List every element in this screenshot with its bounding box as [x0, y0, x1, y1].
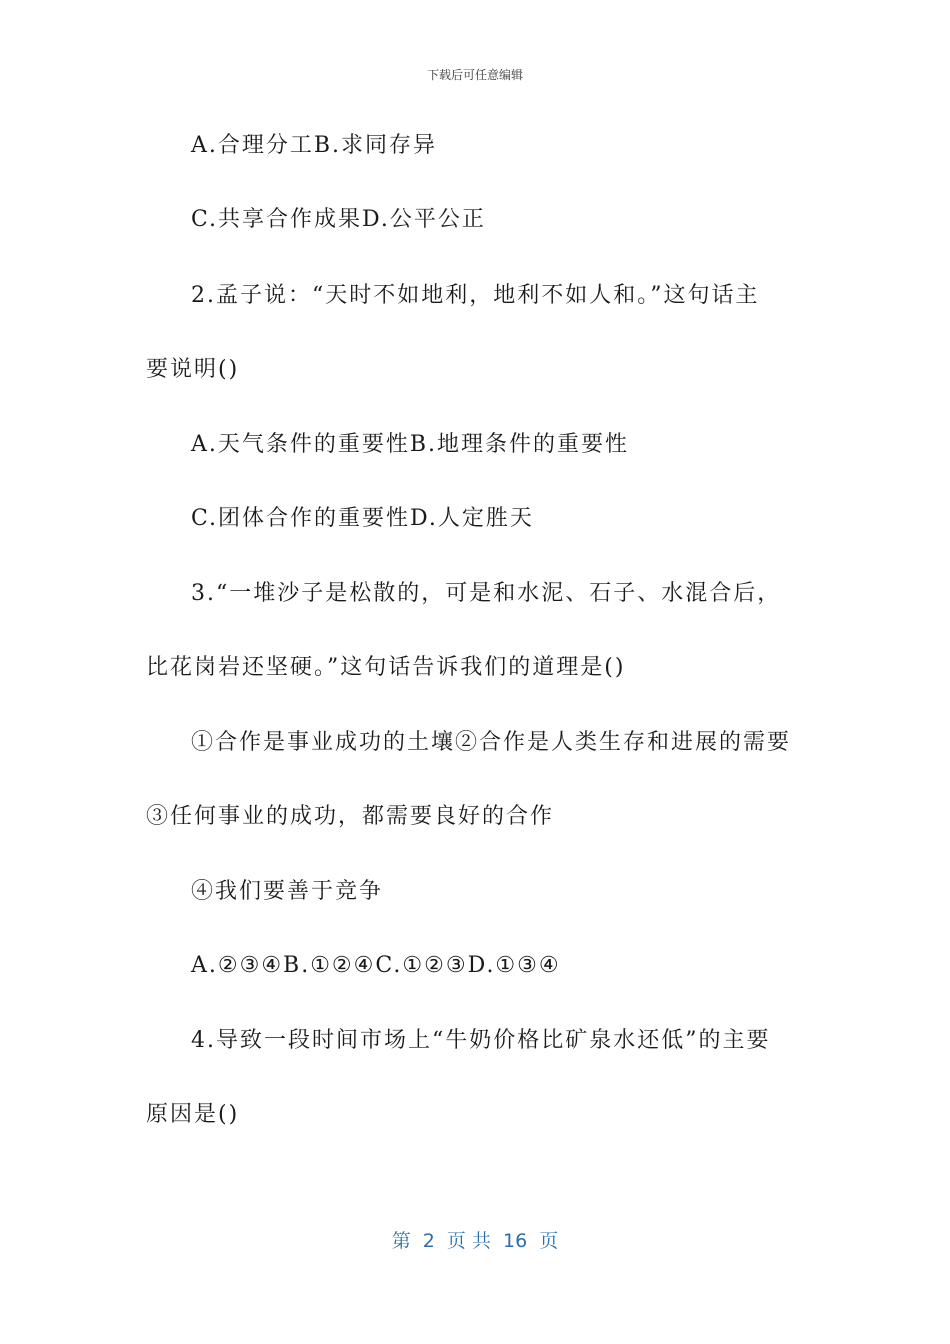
- option-line-q1-cd: C.共享合作成果D.公平公正: [191, 207, 486, 232]
- question-4-line-2: 原因是(): [146, 1102, 240, 1127]
- statement-line-2: ③任何事业的成功，都需要良好的合作: [146, 804, 555, 829]
- option-line-q2-ab: A.天气条件的重要性B.地理条件的重要性: [191, 432, 630, 457]
- option-line-q1-ab: A.合理分工B.求同存异: [191, 133, 438, 158]
- statement-line-1: ①合作是事业成功的土壤②合作是人类生存和进展的需要: [191, 730, 792, 755]
- question-2-line-1: 2.孟子说：“天时不如地利，地利不如人和。”这句话主: [191, 283, 760, 308]
- question-3-line-1: 3.“一堆沙子是松散的，可是和水泥、石子、水混合后，: [191, 581, 782, 606]
- question-2-line-2: 要说明(): [146, 357, 240, 382]
- statement-line-3: ④我们要善于竞争: [191, 879, 384, 904]
- option-line-q2-cd: C.团体合作的重要性D.人定胜天: [191, 506, 534, 531]
- question-3-line-2: 比花岗岩还坚硬。”这句话告诉我们的道理是(): [146, 655, 626, 680]
- page-number-footer: 第 2 页 共 16 页: [391, 1230, 559, 1252]
- question-4-line-1: 4.导致一段时间市场上“牛奶价格比矿泉水还低”的主要: [191, 1028, 771, 1053]
- option-line-q3: A.②③④B.①②④C.①②③D.①③④: [191, 953, 561, 978]
- page-header: 下载后可任意编辑: [426, 68, 523, 82]
